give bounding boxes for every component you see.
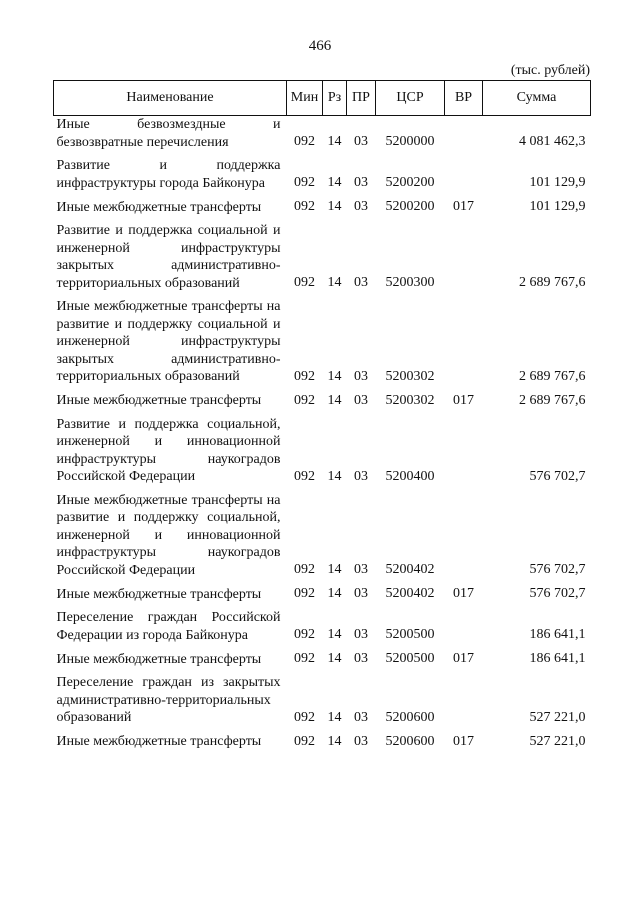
row-pr: 03 bbox=[354, 627, 368, 642]
row-name: Развитие и поддержка социальной и инженерной инфраструктуры закрытых административно-территориальных образований bbox=[56, 223, 281, 291]
row-name: Иные межбюджетные трансферты на развитие и поддержку социальной, инженерной и инновационной инфраструктуры наукоградов Российской Федерации bbox=[56, 492, 281, 578]
table-row bbox=[54, 192, 591, 216]
row-min: 092 bbox=[294, 709, 315, 725]
row-name: Развитие и поддержка социальной, инженерной и инновационной инфраструктуры наукоградов Российской Федерации bbox=[56, 416, 281, 484]
row-csr: 5200600 bbox=[385, 733, 435, 749]
row-sum: 186 641,1 bbox=[529, 651, 586, 666]
column-header-rz: Рз bbox=[323, 81, 347, 116]
row-sum: 527 221,0 bbox=[529, 733, 586, 749]
row-pr: 03 bbox=[354, 134, 368, 149]
row-vr: 017 bbox=[453, 733, 474, 749]
table-row bbox=[54, 579, 591, 603]
column-header-name: Наименование bbox=[54, 81, 287, 116]
row-rz: 14 bbox=[327, 651, 342, 666]
row-sum: 2 689 767,6 bbox=[519, 275, 586, 290]
row-pr: 03 bbox=[354, 651, 368, 666]
row-rz: 14 bbox=[327, 627, 342, 642]
row-csr: 5200400 bbox=[385, 468, 435, 484]
row-csr: 5200200 bbox=[385, 175, 435, 190]
row-rz: 14 bbox=[327, 275, 342, 290]
row-sum: 576 702,7 bbox=[529, 562, 586, 577]
row-pr: 03 bbox=[354, 468, 368, 484]
column-header-min: Мин bbox=[287, 81, 323, 116]
row-vr bbox=[445, 486, 483, 580]
row-sum: 576 702,7 bbox=[529, 468, 586, 484]
row-min: 092 bbox=[294, 368, 315, 384]
row-sum: 2 689 767,6 bbox=[519, 368, 586, 384]
table-row bbox=[54, 603, 591, 644]
table-row bbox=[54, 216, 591, 292]
row-rz: 14 bbox=[327, 586, 342, 601]
row-csr: 5200200 bbox=[385, 199, 435, 214]
row-rz: 14 bbox=[327, 175, 342, 190]
table-row bbox=[54, 151, 591, 192]
row-min: 092 bbox=[294, 199, 315, 214]
table-row bbox=[54, 486, 591, 580]
row-vr: 017 bbox=[453, 199, 474, 214]
row-pr: 03 bbox=[354, 368, 368, 384]
row-name: Развитие и поддержка инфраструктуры города Байконура bbox=[56, 158, 281, 191]
row-vr bbox=[445, 151, 483, 192]
row-pr: 03 bbox=[354, 733, 368, 749]
table-row bbox=[54, 727, 591, 751]
page-number: 466 bbox=[308, 38, 332, 54]
row-sum: 101 129,9 bbox=[529, 199, 586, 214]
row-name: Иные межбюджетные трансферты bbox=[56, 199, 262, 215]
row-name: Переселение граждан из закрытых административно-территориальных образований bbox=[56, 675, 281, 725]
row-name: Переселение граждан Российской Федерации из города Байконура bbox=[56, 610, 281, 643]
row-name: Иные межбюджетные трансферты bbox=[56, 586, 262, 602]
row-vr bbox=[445, 292, 483, 386]
row-vr bbox=[445, 116, 483, 152]
table-header-row bbox=[54, 81, 591, 116]
row-sum: 527 221,0 bbox=[529, 709, 586, 725]
row-rz: 14 bbox=[327, 562, 342, 577]
row-min: 092 bbox=[294, 562, 315, 577]
row-sum: 186 641,1 bbox=[529, 627, 586, 642]
table-row bbox=[54, 644, 591, 668]
row-vr: 017 bbox=[453, 392, 474, 408]
row-sum: 576 702,7 bbox=[529, 586, 586, 601]
row-csr: 5200000 bbox=[385, 134, 435, 149]
table-row bbox=[54, 292, 591, 386]
row-vr: 017 bbox=[453, 586, 474, 601]
row-vr bbox=[445, 603, 483, 644]
column-header-pr: ПР bbox=[347, 81, 376, 116]
row-vr bbox=[445, 216, 483, 292]
row-rz: 14 bbox=[327, 733, 342, 749]
table-row bbox=[54, 386, 591, 410]
row-csr: 5200402 bbox=[385, 586, 435, 601]
row-sum: 4 081 462,3 bbox=[519, 134, 586, 149]
row-vr bbox=[445, 410, 483, 486]
row-min: 092 bbox=[294, 651, 315, 666]
row-min: 092 bbox=[294, 627, 315, 642]
column-header-vr: ВР bbox=[445, 81, 483, 116]
row-pr: 03 bbox=[354, 175, 368, 190]
row-min: 092 bbox=[294, 468, 315, 484]
row-csr: 5200300 bbox=[385, 275, 435, 290]
row-pr: 03 bbox=[354, 392, 368, 408]
row-min: 092 bbox=[294, 586, 315, 601]
row-name: Иные межбюджетные трансферты на развитие и поддержку социальной и инженерной инфраструктуры закрытых административно-территориальных образований bbox=[56, 299, 281, 384]
row-rz: 14 bbox=[327, 468, 342, 484]
row-rz: 14 bbox=[327, 368, 342, 384]
row-min: 092 bbox=[294, 134, 315, 149]
row-min: 092 bbox=[294, 392, 315, 408]
row-name: Иные межбюджетные трансферты bbox=[56, 393, 262, 408]
row-min: 092 bbox=[294, 275, 315, 290]
row-pr: 03 bbox=[354, 586, 368, 601]
row-csr: 5200302 bbox=[385, 392, 435, 408]
row-rz: 14 bbox=[327, 392, 342, 408]
table-row bbox=[54, 116, 591, 152]
table-row bbox=[54, 410, 591, 486]
row-min: 092 bbox=[294, 733, 315, 749]
row-csr: 5200500 bbox=[385, 627, 435, 642]
row-rz: 14 bbox=[327, 199, 342, 214]
row-csr: 5200302 bbox=[385, 368, 435, 384]
row-rz: 14 bbox=[327, 709, 342, 725]
row-sum: 101 129,9 bbox=[529, 175, 586, 190]
column-header-csr: ЦСР bbox=[376, 81, 445, 116]
row-min: 092 bbox=[294, 175, 315, 190]
row-name: Иные межбюджетные трансферты bbox=[56, 651, 262, 667]
row-sum: 2 689 767,6 bbox=[519, 392, 586, 408]
row-vr: 017 bbox=[453, 651, 474, 666]
column-header-sum: Сумма bbox=[483, 81, 591, 116]
row-vr bbox=[445, 668, 483, 727]
row-name: Иные безвозмездные и безвозвратные перечисления bbox=[56, 117, 281, 150]
budget-table bbox=[53, 80, 591, 751]
row-pr: 03 bbox=[354, 199, 368, 214]
row-name: Иные межбюджетные трансферты bbox=[56, 734, 262, 749]
row-csr: 5200402 bbox=[385, 562, 435, 577]
row-csr: 5200500 bbox=[385, 651, 435, 666]
row-csr: 5200600 bbox=[385, 709, 435, 725]
units-label: (тыс. рублей) bbox=[510, 63, 590, 78]
row-rz: 14 bbox=[327, 134, 342, 149]
row-pr: 03 bbox=[354, 709, 368, 725]
row-pr: 03 bbox=[354, 275, 368, 290]
table-row bbox=[54, 668, 591, 727]
table-body bbox=[54, 116, 591, 751]
row-pr: 03 bbox=[354, 562, 368, 577]
